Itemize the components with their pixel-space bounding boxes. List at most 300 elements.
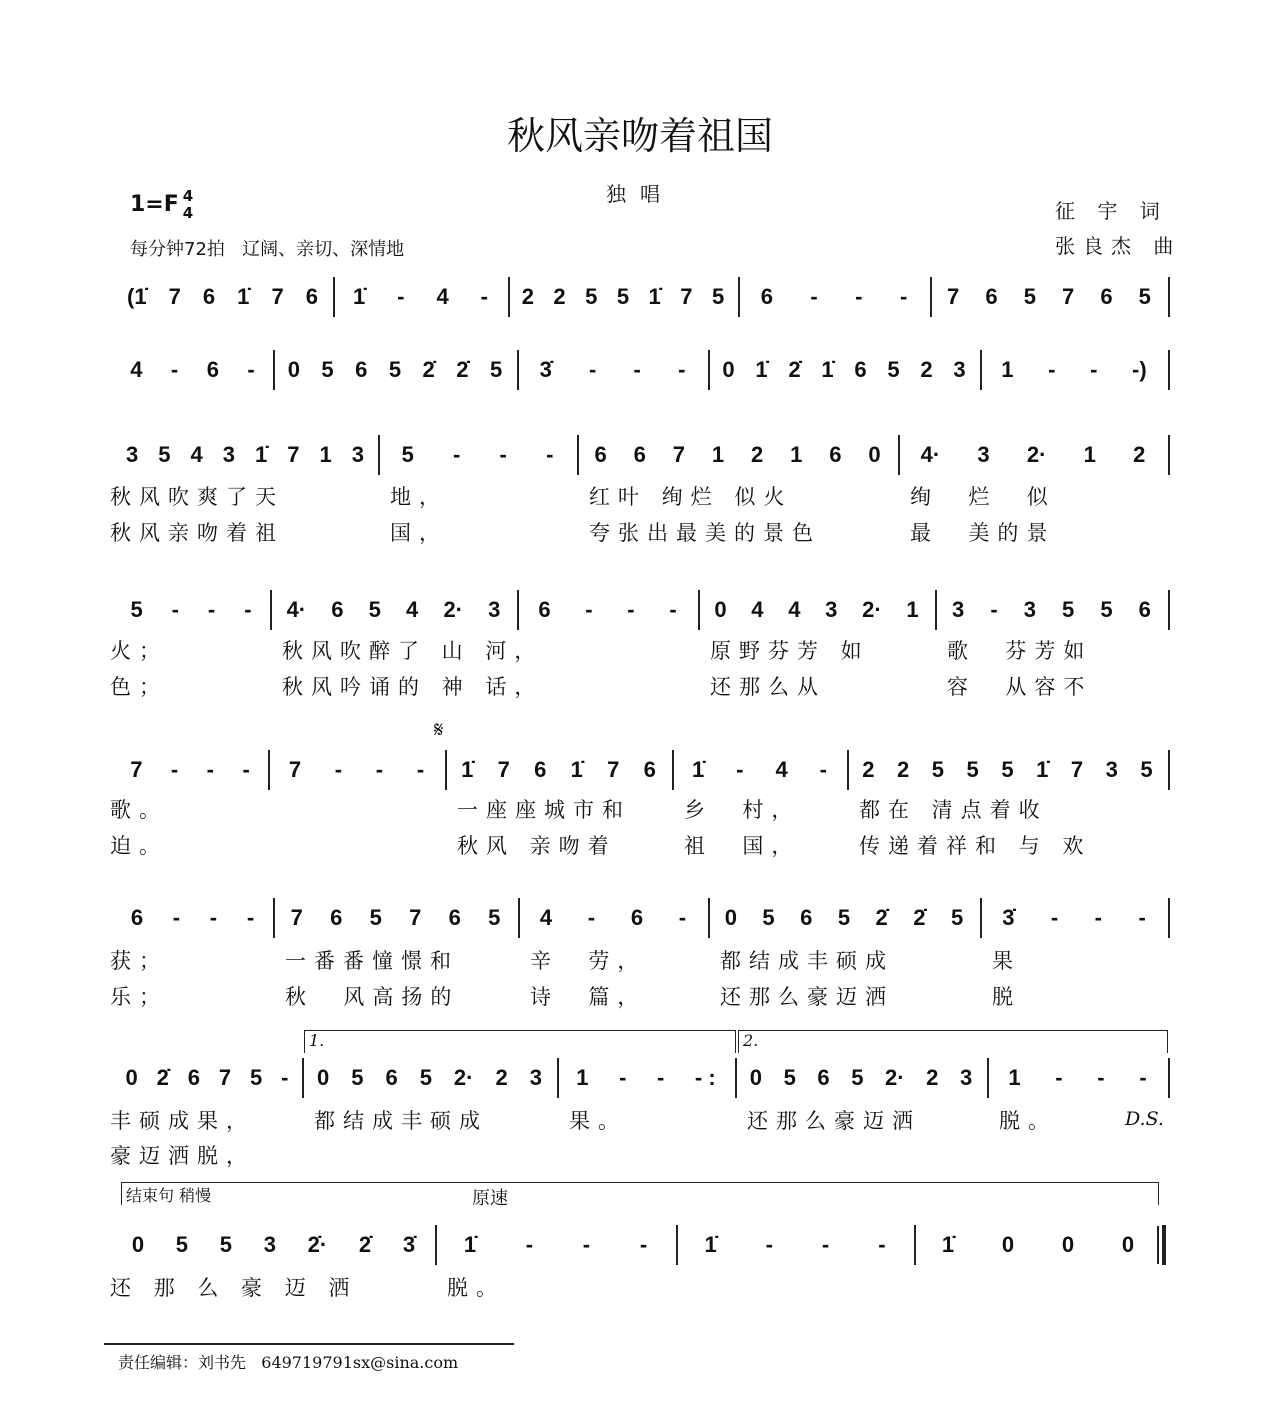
note: 7 — [271, 284, 284, 309]
note: 3 — [351, 442, 364, 467]
note: 6 — [817, 1065, 830, 1090]
note: 4· — [920, 442, 941, 467]
note: 5 — [1001, 757, 1014, 782]
lyric-verse-1: 果 — [992, 949, 1021, 973]
composer: 张良杰 曲 — [1055, 234, 1182, 258]
note: 4 — [190, 442, 203, 467]
note: 1 — [711, 442, 725, 467]
note: 5 — [351, 1065, 364, 1090]
note: 1̇ — [941, 1232, 955, 1257]
second-ending: 2. — [738, 1030, 1168, 1053]
note: 7 — [1062, 284, 1075, 309]
measure — [521, 350, 704, 390]
barline — [445, 750, 447, 790]
measure — [581, 435, 894, 475]
note: 5 — [837, 905, 851, 930]
note: 7 — [130, 757, 143, 782]
note: 3 — [977, 442, 990, 467]
note: - — [416, 757, 425, 782]
barline — [1168, 590, 1170, 630]
measure — [512, 277, 734, 317]
note: 5 — [321, 357, 334, 382]
note: 6 — [385, 1065, 398, 1090]
note: 4· — [286, 597, 307, 622]
note: 3 — [222, 442, 235, 467]
note: 7 — [680, 284, 693, 309]
note: 7 — [607, 757, 620, 782]
coda-bracket — [121, 1182, 1159, 1205]
note: 4 — [406, 597, 419, 622]
note: 6 — [331, 597, 344, 622]
note: 5 — [175, 1232, 189, 1257]
lyric-verse-1: 都结成丰硕成 — [314, 1109, 488, 1133]
note: 3 — [953, 357, 966, 382]
note: 3 — [1023, 597, 1036, 622]
note: - — [633, 357, 641, 382]
barline — [1168, 277, 1170, 317]
note: - — [209, 905, 218, 930]
note: - — [678, 905, 687, 930]
measure — [277, 898, 514, 938]
note: 5 — [1062, 597, 1075, 622]
barline — [708, 350, 710, 390]
note: 3 — [263, 1232, 276, 1257]
measure — [702, 590, 931, 630]
lyric-verse-2: 秋风吟诵的 神 话， — [282, 675, 544, 699]
note: 5 — [1138, 284, 1151, 309]
note: 5 — [950, 905, 964, 930]
barline — [735, 1058, 737, 1098]
note: - — [899, 284, 908, 309]
note: 6 — [594, 442, 607, 467]
measure — [712, 350, 976, 390]
note: - — [1090, 357, 1098, 382]
note: 3̇ — [1002, 905, 1015, 930]
barline — [914, 1225, 916, 1265]
note: 6 — [202, 284, 216, 309]
barline — [930, 277, 932, 317]
note: 6 — [854, 357, 867, 382]
lyric-verse-1: 都在 清点着收 — [859, 798, 1048, 822]
note: 3 — [488, 597, 501, 622]
lyric-verse-1: 一座座城市和 — [457, 798, 631, 822]
note: - — [878, 1232, 886, 1257]
lyric-verse-2: 最 美的景 — [910, 521, 1056, 545]
measure — [984, 350, 1164, 390]
key: 1=F — [130, 192, 179, 217]
note: 2 — [521, 284, 534, 309]
note: - — [375, 757, 384, 782]
note: 0 — [287, 357, 300, 382]
note: 6 — [206, 357, 219, 382]
note: 5 — [887, 357, 900, 382]
note: - — [1097, 1065, 1105, 1090]
barline — [676, 1225, 678, 1265]
note: - — [334, 757, 343, 782]
note: 4 — [130, 357, 143, 382]
note: 2 — [750, 442, 764, 467]
lyric-verse-1: 地， — [390, 485, 448, 509]
lyricist: 征 宇 词 — [1055, 199, 1168, 223]
note: - — [589, 357, 597, 382]
note: 3̇ — [402, 1232, 416, 1257]
note: 5 — [219, 1232, 232, 1257]
measure — [522, 898, 704, 938]
note: - — [669, 597, 677, 622]
note: 2 — [553, 284, 566, 309]
note: 2 — [897, 757, 910, 782]
a-tempo-label: 原速 — [472, 1188, 508, 1209]
note: 1̇ — [1036, 757, 1049, 782]
note: - — [1055, 1065, 1063, 1090]
barline — [577, 435, 579, 475]
note: 3 — [529, 1065, 542, 1090]
lyric-verse-1: 获； — [110, 949, 168, 973]
note: 1̇ — [755, 357, 768, 382]
lyric-verse-1: 一番番憧憬和 — [285, 949, 459, 973]
note: 7 — [947, 284, 960, 309]
note: 1̇ — [570, 757, 583, 782]
dal-segno: D.S. — [1125, 1108, 1164, 1130]
note: 7 — [497, 757, 510, 782]
note: 2̇ — [913, 905, 926, 930]
measure — [277, 350, 513, 390]
barline — [1168, 350, 1170, 390]
note: - — [990, 597, 998, 622]
note: 6 — [305, 284, 318, 309]
note: 0 — [722, 357, 735, 382]
note: - — [499, 442, 507, 467]
lyric-verse-1: 原野芬芳 如 — [710, 639, 870, 663]
lyric-verse-2: 秋风 亲吻着 — [457, 834, 617, 858]
measure — [984, 898, 1164, 938]
note: 2· — [443, 597, 463, 622]
segno-sign: 𝄋 — [434, 718, 444, 743]
note: 5 — [419, 1065, 432, 1090]
note: 5 — [130, 597, 143, 622]
note: - — [170, 757, 179, 782]
note: 5 — [851, 1065, 864, 1090]
lyric-verse-1: 还 那 么 豪 迈 洒 — [110, 1276, 358, 1300]
note: 5 — [616, 284, 630, 309]
note: 2̇· — [307, 1232, 328, 1257]
performance-type: 独唱 — [606, 182, 674, 206]
measure — [918, 1225, 1158, 1265]
note: 0 — [1121, 1232, 1135, 1257]
lyric-verse-1: 果。 — [569, 1109, 627, 1133]
lyric-verse-1: 丰硕成果， — [110, 1109, 255, 1133]
barline — [270, 590, 272, 630]
note: 6 — [630, 905, 644, 930]
note: 3 — [126, 442, 139, 467]
measure — [934, 277, 1164, 317]
note: 0 — [1061, 1232, 1075, 1257]
barline — [268, 750, 270, 790]
barline — [1168, 750, 1170, 790]
note: 7 — [409, 905, 422, 930]
barline — [1168, 435, 1170, 475]
note: 5 — [250, 1065, 263, 1090]
note: 0 — [131, 1232, 145, 1257]
note: 7 — [290, 905, 303, 930]
barline — [1168, 1058, 1170, 1098]
note: - — [242, 757, 250, 782]
note: - — [525, 1232, 534, 1257]
note: 0 — [724, 905, 737, 930]
note: - — [736, 757, 744, 782]
time-top: 4 — [182, 187, 194, 205]
measure — [521, 590, 694, 630]
note: - — [172, 905, 181, 930]
measure — [116, 435, 374, 475]
note: 7 — [1070, 757, 1084, 782]
note: 5 — [762, 905, 775, 930]
note: - — [585, 597, 593, 622]
note: 0 — [714, 597, 727, 622]
note: 0 — [868, 442, 881, 467]
lyric-verse-2: 色； — [110, 675, 168, 699]
note: 5 — [1140, 757, 1153, 782]
measure — [742, 277, 926, 317]
note: - — [855, 284, 863, 309]
time-bottom: 4 — [182, 204, 194, 222]
barline — [518, 898, 520, 938]
note: 0 — [749, 1065, 763, 1090]
note: 6 — [760, 284, 773, 309]
note: - — [657, 1065, 665, 1090]
note: - — [480, 284, 488, 309]
lyric-verse-2: 传递着祥和 与 欢 — [859, 834, 1092, 858]
note: 6 — [538, 597, 551, 622]
barline — [738, 277, 740, 317]
note: - — [582, 1232, 591, 1257]
note: 5 — [489, 357, 503, 382]
note: 3 — [1105, 757, 1118, 782]
barline — [378, 435, 380, 475]
lyric-verse-1: 都结成丰硕成 — [720, 949, 894, 973]
barline — [672, 750, 674, 790]
note: 0 — [1001, 1232, 1015, 1257]
note: - — [1094, 905, 1102, 930]
note: 6 — [355, 357, 368, 382]
note: - — [453, 442, 461, 467]
lyric-verse-2: 国， — [390, 521, 448, 545]
note: 3 — [952, 597, 965, 622]
note: 1̇ — [255, 442, 268, 467]
note: 2 — [495, 1065, 508, 1090]
lyric-verse-2: 迫。 — [110, 834, 168, 858]
note: - — [627, 597, 635, 622]
note: (1̇ — [127, 284, 147, 309]
note: 1 — [906, 597, 919, 622]
note: 2· — [1026, 442, 1047, 467]
lyric-verse-1: 还那么豪迈洒 — [747, 1109, 921, 1133]
note: 6 — [1138, 597, 1151, 622]
lyric-verse-1: 脱。 — [999, 1109, 1057, 1133]
measure — [991, 1058, 1164, 1098]
note: 0 — [316, 1065, 330, 1090]
note: 4 — [436, 284, 449, 309]
note: 1 — [319, 442, 332, 467]
measure — [116, 277, 329, 317]
barline — [273, 898, 275, 938]
note: 7 — [288, 757, 302, 782]
note: - — [639, 1232, 648, 1257]
lyric-verse-1: 辛 劳， — [530, 949, 647, 973]
measure — [337, 277, 504, 317]
lyric-verse-1: 歌。 — [110, 798, 168, 822]
note: 1 — [1008, 1065, 1021, 1090]
note: 5 — [158, 442, 171, 467]
note: 5 — [488, 905, 501, 930]
barline — [935, 590, 937, 630]
note: 7 — [218, 1065, 232, 1090]
note: - — [678, 357, 686, 382]
measure — [116, 350, 269, 390]
measure — [561, 1058, 731, 1098]
note: 2̇ — [456, 357, 469, 382]
note: - — [1048, 357, 1056, 382]
note: 2 — [862, 757, 875, 782]
barline — [273, 350, 275, 390]
note: - — [397, 284, 405, 309]
note: 2̇ — [422, 357, 435, 382]
measure — [116, 1225, 431, 1265]
barline — [1168, 898, 1170, 938]
lyric-verse-1: 红叶 绚烂 似火 — [589, 485, 793, 509]
note: 1 — [1083, 442, 1096, 467]
note: 6 — [800, 905, 813, 930]
note: - — [765, 1232, 773, 1257]
lyric-verse-1: 脱。 — [447, 1276, 505, 1300]
note: 1 — [790, 442, 803, 467]
note: 5 — [368, 597, 381, 622]
note: 1 — [576, 1065, 589, 1090]
note: - — [819, 757, 827, 782]
note: - — [244, 597, 252, 622]
note: 2̇ — [358, 1232, 372, 1257]
note: 3 — [825, 597, 838, 622]
barline — [517, 590, 519, 630]
barline — [302, 1058, 304, 1098]
note: - — [171, 597, 179, 622]
measure — [739, 1058, 983, 1098]
barline — [847, 750, 849, 790]
lyric-verse-2: 脱 — [992, 985, 1021, 1009]
measure — [116, 1058, 298, 1098]
measure — [272, 750, 441, 790]
note: - — [1138, 905, 1146, 930]
note: 1̇ — [648, 284, 661, 309]
footer-divider — [104, 1343, 514, 1345]
note: 5 — [711, 284, 725, 309]
note: 2̇ — [875, 905, 888, 930]
note: 6 — [985, 284, 998, 309]
note: 5 — [585, 284, 598, 309]
note: - : — [694, 1065, 716, 1090]
note: 5 — [369, 905, 382, 930]
note: 6 — [448, 905, 461, 930]
note: 2̇ — [788, 357, 801, 382]
measure — [439, 1225, 672, 1265]
note: 5 — [966, 757, 979, 782]
lyric-verse-1: 歌 芬芳如 — [947, 639, 1093, 663]
note: 6 — [130, 905, 144, 930]
measure — [382, 435, 573, 475]
measure — [712, 898, 976, 938]
lyric-verse-2: 诗 篇， — [530, 985, 647, 1009]
note: 2· — [862, 597, 882, 622]
note: 6 — [829, 442, 842, 467]
note: - — [170, 357, 179, 382]
note: 6 — [1100, 284, 1113, 309]
note: - — [587, 905, 596, 930]
barline — [898, 435, 900, 475]
lyric-verse-2: 祖 国， — [684, 834, 801, 858]
note: - — [619, 1065, 627, 1090]
note: - — [821, 1232, 830, 1257]
note: 3̇ — [539, 357, 552, 382]
first-ending: 1. — [304, 1030, 736, 1053]
lyric-verse-2: 秋 风高扬的 — [285, 985, 460, 1009]
measure — [116, 750, 264, 790]
note: - — [281, 1065, 289, 1090]
measure — [902, 435, 1164, 475]
note: -) — [1132, 357, 1147, 382]
measure — [939, 590, 1164, 630]
note: 6 — [187, 1065, 200, 1090]
lyric-verse-2: 还那么从 — [710, 675, 826, 699]
lyric-verse-1: 火； — [110, 639, 168, 663]
note: 6 — [633, 442, 646, 467]
note: 7 — [168, 284, 181, 309]
lyric-verse-2: 还那么豪迈洒 — [720, 985, 894, 1009]
lyric-verse-2: 秋风亲吻着祖 — [110, 521, 284, 545]
barline — [708, 898, 710, 938]
lyric-verse-2: 夸张出最美的景色 — [589, 521, 821, 545]
note: 2 — [920, 357, 933, 382]
note: - — [207, 597, 216, 622]
lyric-verse-1: 绚 烂 似 — [910, 485, 1056, 509]
barline — [517, 350, 519, 390]
measure — [449, 750, 668, 790]
note: 6 — [330, 905, 343, 930]
note: 4 — [775, 757, 788, 782]
measure — [116, 898, 269, 938]
note: - — [1050, 905, 1059, 930]
note: 4 — [751, 597, 764, 622]
measure — [274, 590, 513, 630]
note: 1̇ — [704, 1232, 717, 1257]
note: 2· — [453, 1065, 474, 1090]
lyric-verse-2: 容 从容不 — [947, 675, 1093, 699]
lyric-verse-1: 乡 村， — [684, 798, 801, 822]
note: 5 — [401, 442, 414, 467]
measure — [306, 1058, 553, 1098]
note: 1 — [1001, 357, 1014, 382]
lyric-verse-2: 豪迈洒脱， — [110, 1144, 255, 1168]
measure — [851, 750, 1164, 790]
note: 2 — [1133, 442, 1146, 467]
note: 2· — [885, 1065, 905, 1090]
note: 2 — [926, 1065, 939, 1090]
note: - — [247, 357, 255, 382]
note: 4 — [788, 597, 801, 622]
note: 5 — [1023, 284, 1036, 309]
coda-label: 结束句 稍慢 — [126, 1186, 212, 1205]
note: 1̇ — [821, 357, 834, 382]
note: 6 — [534, 757, 547, 782]
